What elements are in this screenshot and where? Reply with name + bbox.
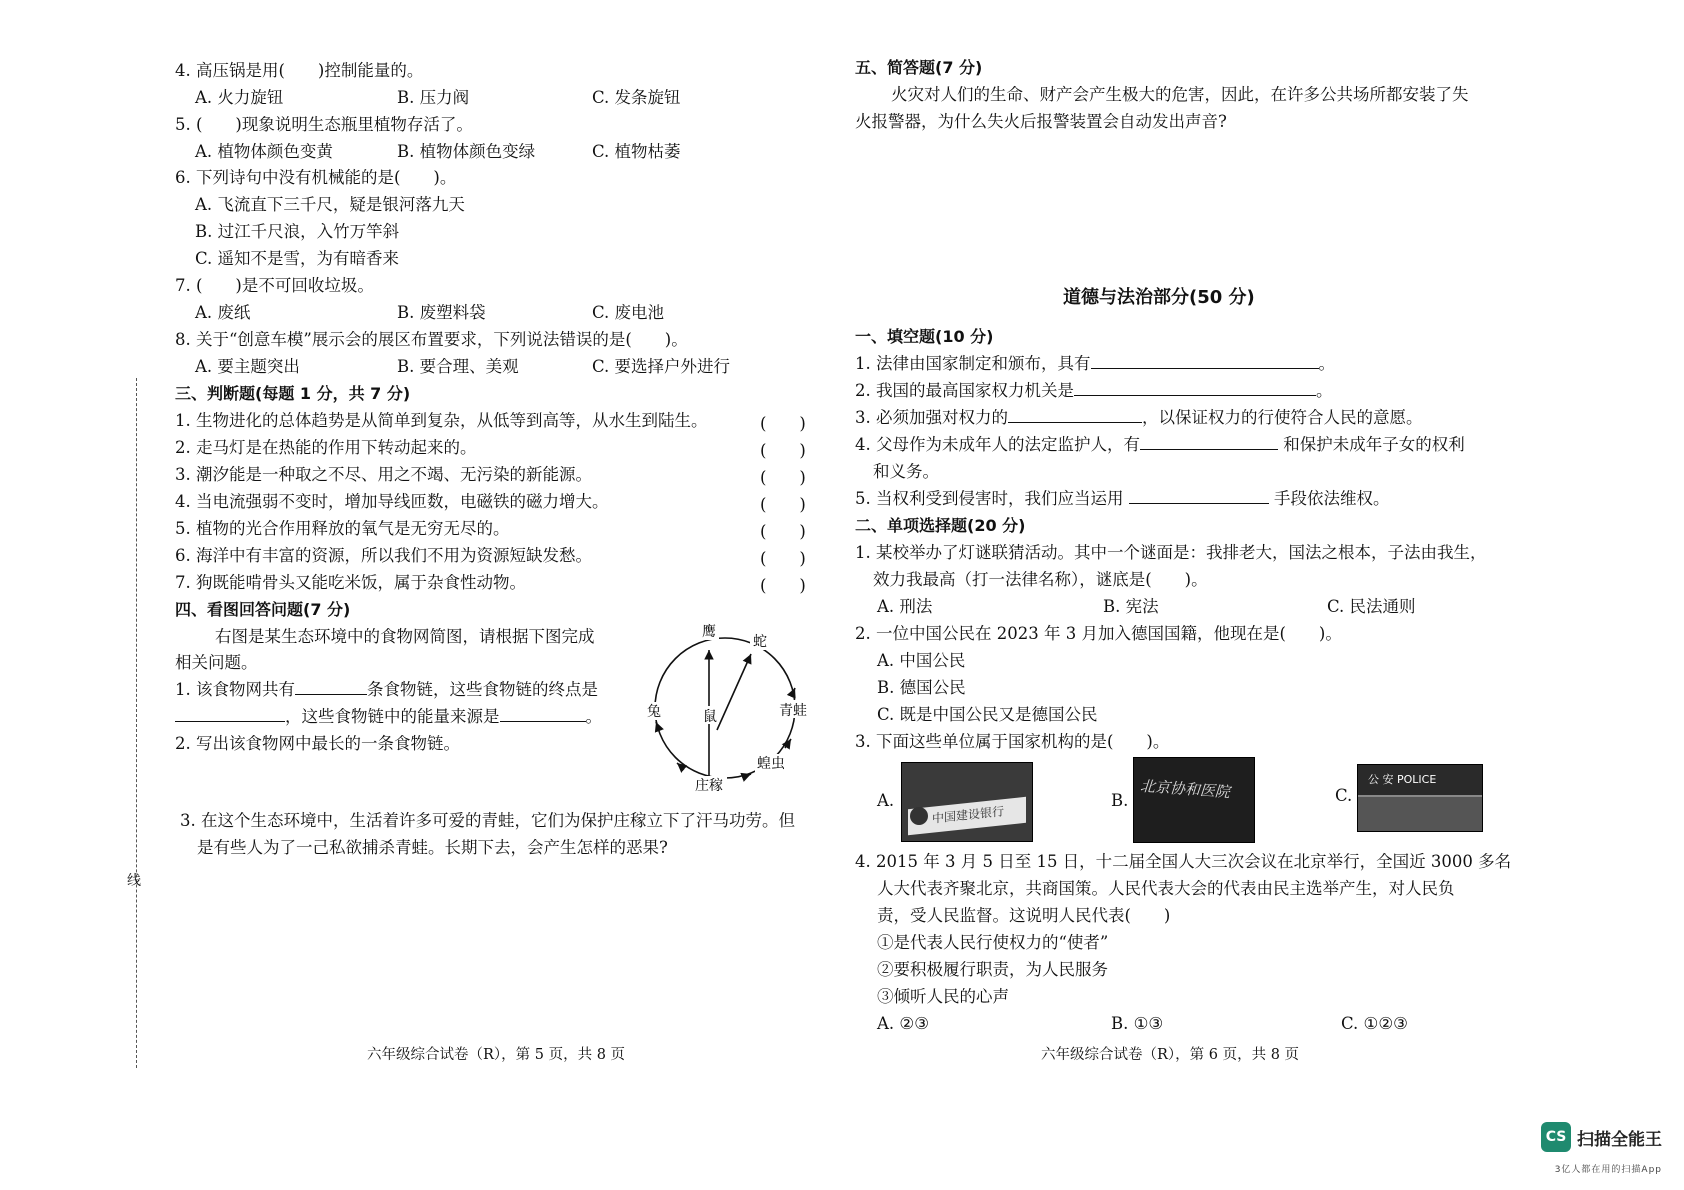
choice-2-option-a: A. 中国公民	[877, 651, 966, 670]
choice-4-option-b: B. ①③	[1111, 1014, 1164, 1033]
scanner-watermark	[1541, 1122, 1662, 1152]
web-question-3-line-1: 3. 在这个生态环境中，生活着许多可爱的青蛙，它们为保护庄稼立下了汗马功劳。但	[180, 811, 795, 830]
section-4-heading: 四、看图回答问题(7 分)	[175, 600, 351, 619]
judge-3: 3. 潮汐能是一种取之不尽、用之不竭、无污染的新能源。	[175, 465, 592, 484]
q8-option-b: B. 要合理、美观	[397, 357, 519, 376]
fill-2: 2. 我国的最高国家权力机关是 。	[855, 381, 1333, 400]
web-question-2: 2. 写出该食物网中最长的一条食物链。	[175, 734, 460, 753]
web-question-3-line-2: 是有些人为了一己私欲捕杀青蛙。长期下去，会产生怎样的恶果?	[197, 838, 668, 857]
scanner-tagline: 3亿人都在用的扫描App	[1554, 1165, 1662, 1175]
choice-2: 2. 一位中国公民在 2023 年 3 月加入德国国籍，他现在是( )。	[855, 624, 1342, 643]
judge-7-answer: ( )	[760, 576, 806, 595]
question-4: 4. 高压锅是用( )控制能量的。	[175, 61, 424, 80]
choice-1-option-b: B. 宪法	[1103, 597, 1159, 616]
web-question-1-line-1: 1. 该食物网共有 条食物链，这些食物链的终点是	[175, 680, 598, 699]
choice-1-line-2: 效力我最高（打一法律名称），谜底是( )。	[873, 570, 1208, 589]
fill-5: 5. 当权利受到侵害时，我们应当运用 手段依法维权。	[855, 489, 1390, 508]
question-7: 7. ( )是不可回收垃圾。	[175, 276, 374, 295]
q7-option-a: A. 废纸	[195, 303, 251, 322]
question-8: 8. 关于“创意车模”展示会的展区布置要求，下列说法错误的是( )。	[175, 330, 688, 349]
choice-4-option-c: C. ①②③	[1341, 1014, 1408, 1033]
q6-option-b: B. 过江千尺浪，入竹万竿斜	[195, 222, 400, 241]
scanner-logo-icon: CS	[1541, 1122, 1571, 1152]
q4-option-c: C. 发条旋钮	[592, 88, 681, 107]
choice-4-item-2: ②要积极履行职责，为人民服务	[877, 960, 1108, 979]
web-question-1-line-2: ，这些食物链中的能量来源是 。	[175, 706, 602, 728]
node-locust: 蝗虫	[757, 756, 785, 772]
scanner-app-name: 扫描全能王	[1577, 1129, 1662, 1150]
choice-1-line-1: 1. 某校举办了灯谜联猜活动。其中一个谜面是：我排老大，国法之根本，子法由我生，	[855, 543, 1487, 562]
food-web-diagram	[635, 620, 815, 795]
section-4-intro-2: 相关问题。	[175, 653, 258, 672]
fill-4: 4. 父母作为未成年人的法定监护人，有 和保护未成年子女的权利	[855, 435, 1465, 454]
fill-1: 1. 法律由国家制定和颁布，具有 。	[855, 354, 1335, 373]
judge-7: 7. 狗既能啃骨头又能吃米饭，属于杂食性动物。	[175, 573, 526, 592]
section-5-heading: 五、简答题(7 分)	[855, 58, 983, 77]
judge-2-answer: ( )	[760, 441, 806, 460]
choice-4-line-1: 4. 2015 年 3 月 5 日至 15 日，十二届全国人大三次会议在北京举行，全国近 3000 多名	[855, 852, 1512, 871]
choice-3: 3. 下面这些单位属于国家机构的是( )。	[855, 732, 1170, 751]
police-sign-text: 公 安 POLICE	[1368, 773, 1437, 786]
food-chain-count-blank[interactable]	[295, 680, 367, 695]
judge-4: 4. 当电流强弱不变时，增加导线匝数，电磁铁的磁力增大。	[175, 492, 609, 511]
fill-1-blank[interactable]	[1091, 354, 1319, 369]
question-5: 5. ( )现象说明生态瓶里植物存活了。	[175, 115, 473, 134]
energy-source-blank[interactable]	[500, 707, 586, 722]
fill-2-blank[interactable]	[1074, 381, 1316, 396]
q5-option-b: B. 植物体颜色变绿	[397, 142, 536, 161]
section-3-heading: 三、判断题(每题 1 分，共 7 分)	[175, 384, 411, 403]
fill-3-blank[interactable]	[1008, 408, 1142, 423]
choice-2-option-c: C. 既是中国公民又是德国公民	[877, 705, 1098, 724]
choice-2-option-b: B. 德国公民	[877, 678, 966, 697]
judge-2: 2. 走马灯是在热能的作用下转动起来的。	[175, 438, 477, 457]
photo-bank-sign	[901, 762, 1033, 842]
chain-end-blank[interactable]	[175, 707, 285, 722]
judge-1-answer: ( )	[760, 414, 806, 433]
fill-3: 3. 必须加强对权力的 ，以保证权力的行使符合人民的意愿。	[855, 408, 1423, 427]
node-rabbit: 兔	[647, 704, 661, 720]
choice-1-option-a: A. 刑法	[877, 597, 933, 616]
choice-4-line-2: 人大代表齐聚北京，共商国策。人民代表大会的代表由民主选举产生，对人民负	[877, 879, 1455, 898]
node-eagle: 鹰	[702, 624, 716, 640]
q6-option-a: A. 飞流直下三千尺，疑是银河落九天	[195, 195, 465, 214]
choice-1-option-c: C. 民法通则	[1327, 597, 1416, 616]
choice-4-line-3: 责，受人民监督。这说明人民代表( )	[877, 906, 1171, 925]
q5-option-c: C. 植物枯萎	[592, 142, 681, 161]
choice-4-option-a: A. ②③	[877, 1014, 929, 1033]
node-mouse: 鼠	[703, 709, 717, 725]
binding-dashed-line	[136, 378, 137, 1068]
part-title: 道德与法治部分(50 分)	[1063, 287, 1255, 308]
page-6-footer: 六年级综合试卷（R），第 6 页，共 8 页	[1041, 1047, 1300, 1063]
judge-3-answer: ( )	[760, 468, 806, 487]
choice-3-label-b: B.	[1111, 791, 1129, 810]
node-crop: 庄稼	[695, 778, 723, 794]
q7-option-b: B. 废塑料袋	[397, 303, 486, 322]
choice-section-heading: 二、单项选择题(20 分)	[855, 516, 1026, 535]
judge-6-answer: ( )	[760, 549, 806, 568]
judge-5: 5. 植物的光合作用释放的氧气是无穷无尽的。	[175, 519, 510, 538]
fill-5-blank[interactable]	[1129, 489, 1269, 504]
node-snake: 蛇	[753, 634, 767, 650]
node-frog: 青蛙	[779, 703, 807, 719]
choice-4-item-3: ③倾听人民的心声	[877, 987, 1009, 1006]
section-4-intro-1: 右图是某生态环境中的食物网简图，请根据下图完成	[215, 627, 595, 646]
short-answer-line-1: 火灾对人们的生命、财产会产生极大的危害，因此，在许多公共场所都安装了失	[891, 85, 1469, 104]
judge-5-answer: ( )	[760, 522, 806, 541]
q4-option-a: A. 火力旋钮	[195, 88, 284, 107]
fill-4-cont: 和义务。	[873, 462, 939, 481]
q5-option-a: A. 植物体颜色变黄	[195, 142, 333, 161]
fill-section-heading: 一、填空题(10 分)	[855, 327, 994, 346]
q4-option-b: B. 压力阀	[397, 88, 470, 107]
page-5-footer: 六年级综合试卷（R），第 5 页，共 8 页	[367, 1047, 626, 1063]
choice-3-label-c: C.	[1335, 786, 1353, 805]
q7-option-c: C. 废电池	[592, 303, 665, 322]
judge-6: 6. 海洋中有丰富的资源，所以我们不用为资源短缺发愁。	[175, 546, 592, 565]
photo-hospital-sign	[1133, 757, 1255, 843]
margin-char: 线	[127, 873, 141, 889]
choice-3-label-a: A.	[877, 791, 895, 810]
q8-option-c: C. 要选择户外进行	[592, 357, 731, 376]
bank-sign-text: 中国建设银行	[932, 804, 1005, 826]
fill-4-blank[interactable]	[1140, 435, 1278, 450]
short-answer-line-2: 火报警器，为什么失火后报警装置会自动发出声音?	[855, 112, 1227, 131]
judge-4-answer: ( )	[760, 495, 806, 514]
choice-4-item-1: ①是代表人民行使权力的“使者”	[877, 933, 1109, 952]
question-6: 6. 下列诗句中没有机械能的是( )。	[175, 168, 457, 187]
q8-option-a: A. 要主题突出	[195, 357, 300, 376]
photo-police-sign	[1357, 764, 1483, 832]
judge-1: 1. 生物进化的总体趋势是从简单到复杂，从低等到高等，从水生到陆生。	[175, 411, 708, 430]
hospital-sign-text: 北京协和医院	[1139, 776, 1231, 802]
q6-option-c: C. 遥知不是雪，为有暗香来	[195, 249, 400, 268]
